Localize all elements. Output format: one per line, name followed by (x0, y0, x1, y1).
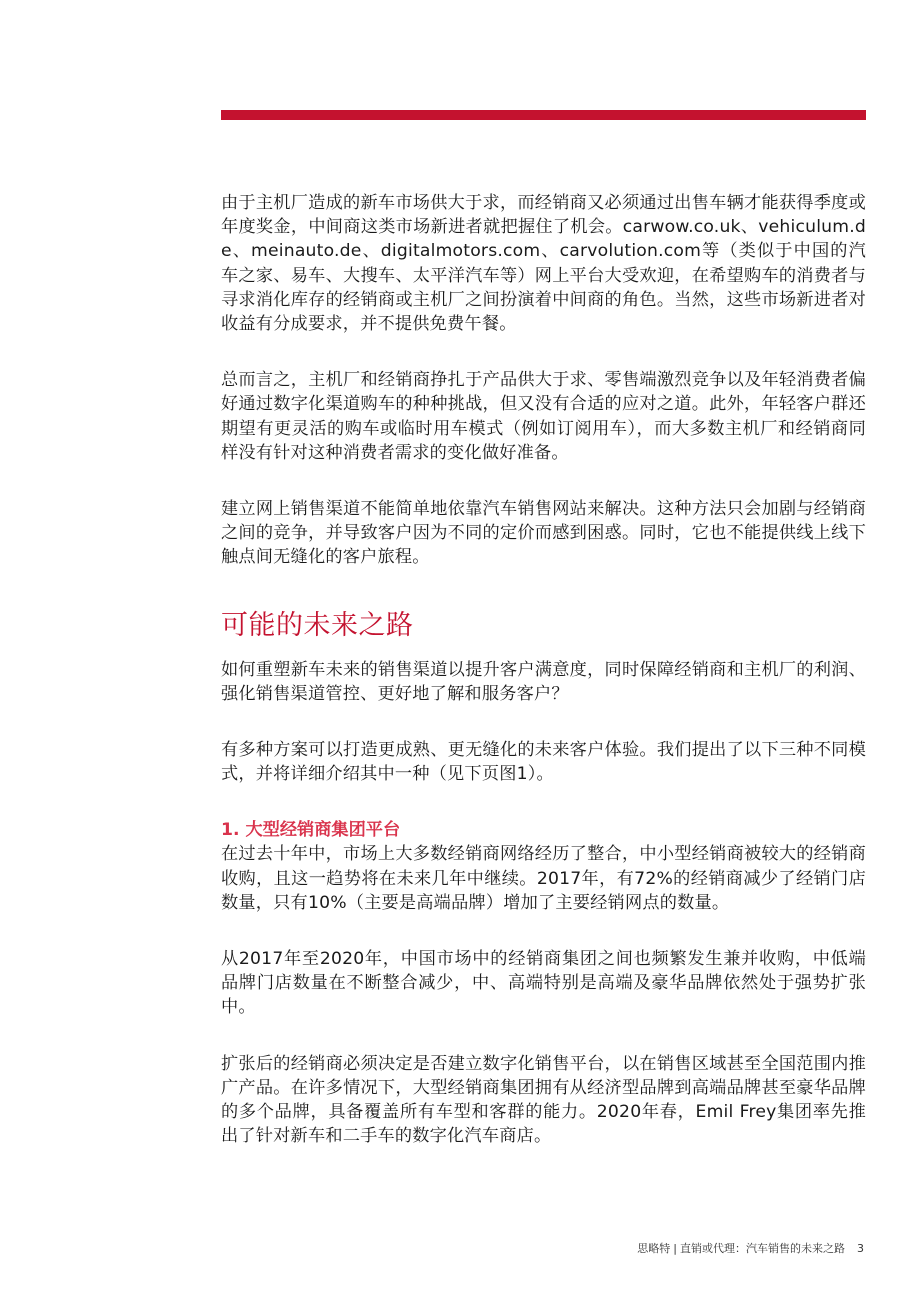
intro-paragraph-1: 由于主机厂造成的新车市场供大于求，而经销商又必须通过出售车辆才能获得季度或年度奖金，中间商这类市场新进者就把握住了机会。carwow.co.uk、vehiculum.de、meinauto.de、digitalmotors.com、carvolution.com等（类似于中国的汽车之家、易车、大搜车、太平洋汽车等）网上平台大受欢迎，在希望购车的消费者与寻求消化库存的经销商或主机厂之间扮演着中间商的角色。当然，这些市场新进者对收益有分成要求，并不提供免费午餐。 (221, 193, 866, 335)
subsection-paragraph-3: 扩张后的经销商必须决定是否建立数字化销售平台，以在销售区域甚至全国范围内推广产品。在许多情况下，大型经销商集团拥有从经济型品牌到高端品牌甚至豪华品牌的多个品牌，具备覆盖所有车型和客群的能力。2020年春，Emil Frey集团率先推出了针对新车和二手车的数字化汽车商店。 (221, 1053, 866, 1147)
top-accent-rule (221, 110, 866, 120)
page-number: 3 (857, 1242, 864, 1255)
subsection-heading: 1. 大型经销商集团平台 (221, 820, 401, 841)
subsection-paragraph-2: 从2017年至2020年，中国市场中的经销商集团之间也频繁发生兼并收购，中低端品牌门店数量在不断整合减少，中、高端特别是高端及豪华品牌依然处于强势扩张中。 (221, 949, 866, 1018)
section-paragraph-2: 有多种方案可以打造更成熟、更无缝化的未来客户体验。我们提出了以下三种不同模式，并将详细介绍其中一种（见下页图1）。 (221, 740, 866, 785)
page-footer (637, 1242, 864, 1256)
main-content (221, 191, 866, 1148)
subsection-paragraph-1: 在过去十年中，市场上大多数经销商网络经历了整合，中小型经销商被较大的经销商收购，且这一趋势将在未来几年中继续。2017年，有72%的经销商减少了经销门店数量，只有10%（主要是高端品牌）增加了主要经销网点的数量。 (221, 844, 866, 913)
section-heading: 可能的未来之路 (221, 609, 414, 641)
footer-doc-title: 直销或代理：汽车销售的未来之路 (680, 1242, 845, 1255)
footer-separator: | (673, 1242, 677, 1255)
intro-paragraph-2: 总而言之，主机厂和经销商挣扎于产品供大于求、零售端激烈竞争以及年轻消费者偏好通过数字化渠道购车的种种挑战，但又没有合适的应对之道。此外，年轻客户群还期望有更灵活的购车或临时用车模式（例如订阅用车），而大多数主机厂和经销商同样没有针对这种消费者需求的变化做好准备。 (221, 370, 866, 463)
intro-paragraph-3: 建立网上销售渠道不能简单地依靠汽车销售网站来解决。这种方法只会加剧与经销商之间的竞争，并导致客户因为不同的定价而感到困惑。同时，它也不能提供线上线下触点间无缝化的客户旅程。 (221, 499, 866, 568)
section-paragraph-1: 如何重塑新车未来的销售渠道以提升客户满意度，同时保障经销商和主机厂的利润、强化销售渠道管控、更好地了解和服务客户？ (221, 659, 866, 704)
footer-brand: 思略特 (637, 1242, 671, 1255)
